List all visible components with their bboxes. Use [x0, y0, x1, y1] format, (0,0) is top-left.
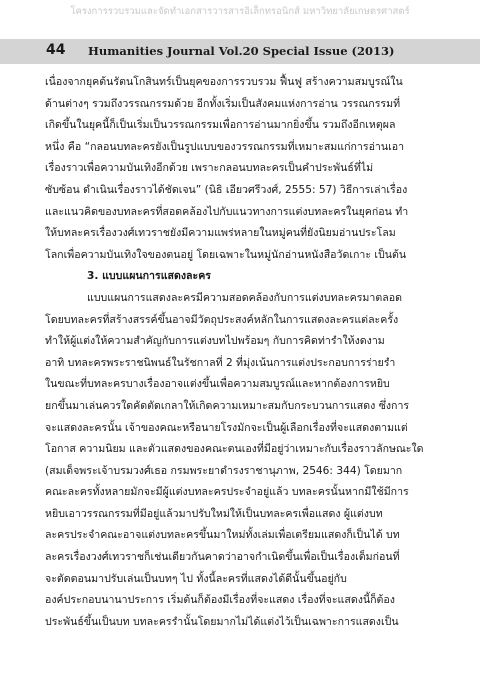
paragraph-2-line: ประพันธ์ขึ้นเป็นบท บทละครรำนั้นโดยมากไม่ได้แต่งไว้เป็นเฉพาะการแสดงเป็น	[45, 615, 399, 628]
paragraph-2-line: ในขณะที่บทละครบางเรื่องอาจแต่งขึ้นเพื่อความสมบูรณ์และหากต้องการหยิบ	[45, 378, 390, 391]
paragraph-2-line: (สมเด็จพระเจ้าบรมวงศ์เธอ กรมพระยาดำรงราชานุภาพ, 2546: 344) โดยมาก	[45, 464, 403, 477]
paragraph-2-line: จะตัดตอนมาปรับเล่นเป็นบทๆ ไป ทั้งนี้ละครที่แสดงได้ดีนั้นขึ้นอยู่กับ	[45, 572, 347, 585]
watermark-text: โครงการรวบรวมและจัดทำเอกสารวารสารอิเล็กทรอนิกส์ มหาวิทยาลัยเกษตรศาสตร์	[70, 6, 410, 17]
paragraph-2-line: หยิบเอาวรรณกรรมที่มีอยู่แล้วมาปรับใหม่ให้เป็นบทละครเพื่อแสดง ผู้แต่งบท	[45, 507, 383, 520]
section-heading: 3. แบบแผนการแสดงละคร	[87, 270, 211, 283]
paragraph-1-line: ซับซ้อน ดำเนินเรื่องราวได้ชัดเจน” (นิธิ เอียวศรีวงศ์, 2555: 57) วิธีการเล่าเรื่อง	[45, 183, 408, 196]
paragraph-2-line: ละครเรื่องวงศ์เทวราชก็เช่นเดียวกันคาดว่าอาจกำเนิดขึ้นเพื่อเป็นเรื่องเต็มก่อนที่	[45, 551, 400, 564]
paragraph-1-line: หนึ่ง คือ “กลอนบทละครยังเป็นรูปแบบของวรรณกรรมที่เหมาะสมแก่การอ่านเอา	[45, 140, 405, 153]
paragraph-1-line: เกิดขึ้นในยุคนี้ก็เป็นเริ่มเป็นวรรณกรรมเพื่อการอ่านมากยิ่งขึ้น รวมถึงอีกเหตุผล	[45, 119, 396, 132]
body-text	[45, 72, 445, 633]
paragraph-2-line: อาทิ บทละครพระราชนิพนธ์ในรัชกาลที่ 2 ที่มุ่งเน้นการแต่งประกอบการร่ายรำ	[45, 356, 396, 369]
paragraph-2-line: คณะละครทั้งหลายมักจะมีผู้แต่งบทละครประจำอยู่แล้ว บทละครนั้นหากมีใช้มีการ	[45, 486, 409, 499]
paragraph-2-line: แบบแผนการแสดงละครมีความสอดคล้องกับการแต่งบทละครมาตลอด	[87, 291, 402, 304]
paragraph-1-line: ให้บทละครเรื่องวงศ์เทวราชยังมีความแพร่หลายในหมู่คนที่ยังนิยมอ่านประโลม	[45, 227, 396, 240]
paragraph-1-line: เรื่องราวเพื่อความบันเทิงอีกด้วย เพราะกลอนบทละครเป็นคำประพันธ์ที่ไม่	[45, 162, 374, 175]
page-number: 44	[46, 42, 66, 58]
paragraph-2-line: โดยบทละครที่สร้างสรรค์ขึ้นอาจมีวัตถุประสงค์หลักในการแสดงละครแต่ละครั้ง	[45, 313, 399, 326]
paragraph-1-line: โลกเพื่อความบันเทิงใจของตนอยู่ โดยเฉพาะในหมู่นักอ่านหนังสือวัดเกาะ เป็นต้น	[45, 248, 407, 261]
paragraph-2-line: ทำให้ผู้แต่งให้ความสำคัญกับการแต่งบทไปพร้อมๆ กับการคิดท่ารำให้งดงาม	[45, 335, 385, 348]
paragraph-1-line: ด้านต่างๆ รวมถึงวรรณกรรมด้วย อีกทั้งเริ่มเป็นสังคมแห่งการอ่าน วรรณกรรมที่	[45, 97, 401, 110]
paragraph-1-line: และแนวคิดของบทละครที่สอดคล้องไปกับแนวทางการแต่งบทละครในยุคก่อน ทำ	[45, 205, 409, 218]
paragraph-2-line: จะแสดงละครนั้น เจ้าของคณะหรือนายโรงมักจะเป็นผู้เลือกเรื่องที่จะแสดงตามแต่	[45, 421, 408, 434]
paragraph-2-line: ละครประจำคณะอาจแต่งบทละครขึ้นมาใหม่ทั้งเล่มเพื่อเตรียมแสดงก็เป็นได้ บท	[45, 529, 400, 542]
paragraph-2-line: องค์ประกอบนานาประการ เริ่มต้นก็ต้องมีเรื่องที่จะแสดง เรื่องที่จะแสดงนี้ก็ต้อง	[45, 594, 395, 607]
journal-title: Humanities Journal Vol.20 Special Issue (2013)	[88, 44, 395, 58]
paragraph-1-line: เนื่องจากยุคต้นรัตนโกสินทร์เป็นยุคของการรวบรวม ฟื้นฟู สร้างความสมบูรณ์ใน	[45, 76, 403, 88]
paragraph-2-line: โอกาส ความนิยม และตัวแสดงของคณะตนเองที่มีอยู่ว่าเหมาะกับเรื่องราวลักษณะใด	[45, 443, 424, 456]
paragraph-2-line: ยกขึ้นมาเล่นควรใดคัดตัดเกลาให้เกิดความเหมาะสมกับกระบวนการแสดง ซึ่งการ	[45, 399, 410, 412]
